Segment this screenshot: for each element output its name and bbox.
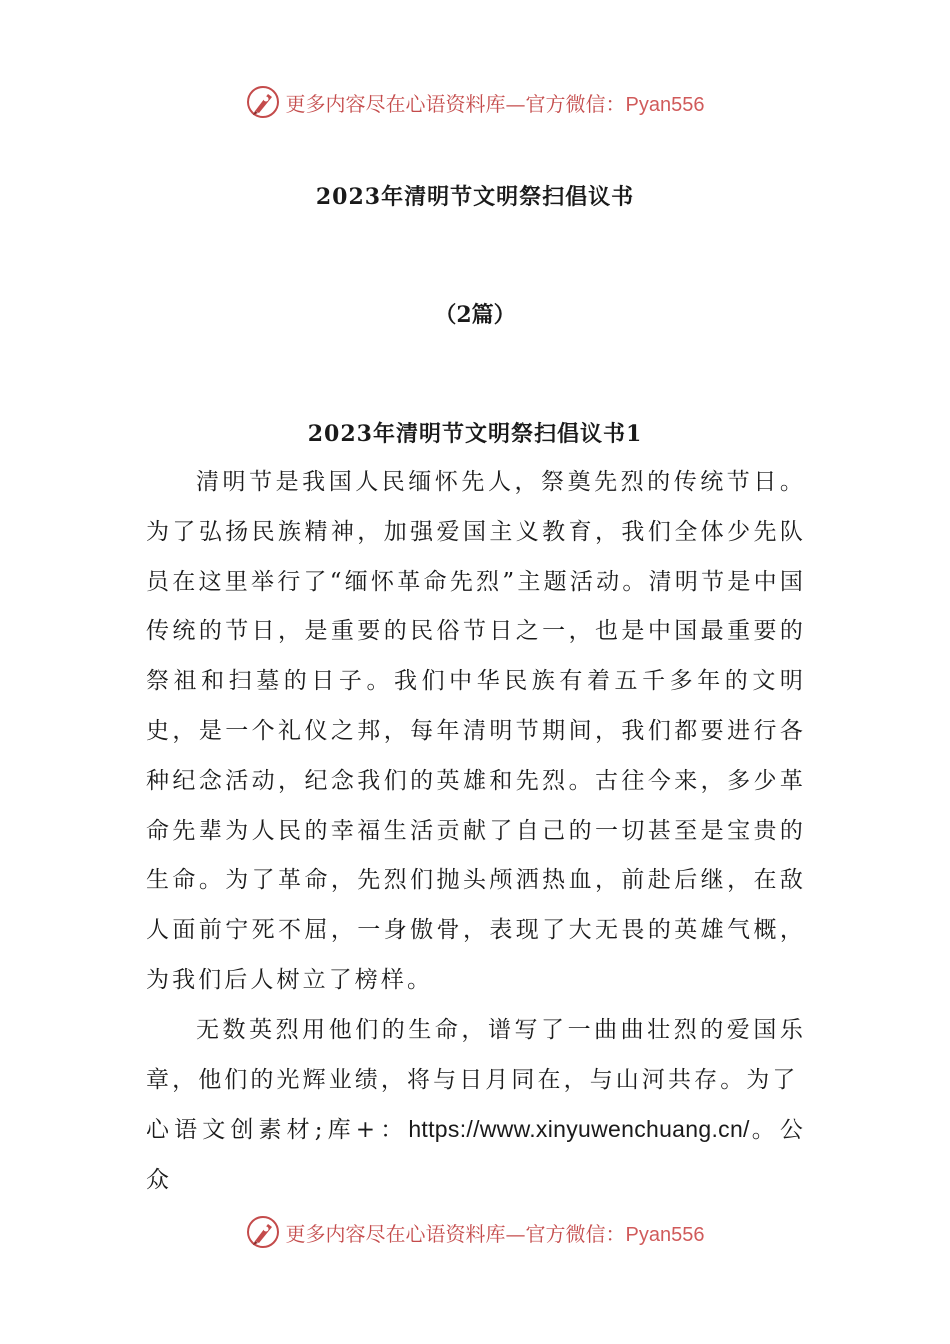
wechat-label: 官方微信：: [525, 1221, 626, 1246]
paragraph: [146, 1105, 806, 1206]
watermark-text: [286, 1218, 705, 1247]
watermark-label: 更多内容尽在心语资料库: [285, 91, 506, 116]
pen-logo-icon: [246, 85, 280, 119]
promo-link[interactable]: https://www.xinyuwenchuang.cn/: [408, 1116, 750, 1143]
document-subtitle: （2篇）: [434, 302, 516, 328]
footer-watermark: [0, 1210, 950, 1254]
promo-suffix: 。公众: [146, 1117, 806, 1194]
pen-logo-icon: [246, 1215, 280, 1249]
section-title: 2023年清明节文明祭扫倡议书1: [307, 421, 643, 447]
document-title: 2023年清明节文明祭扫倡议书: [315, 184, 635, 210]
paragraph: 清明节是我国人民缅怀先人，祭奠先烈的传统节日。为了弘扬民族精神，加强爱国主义教育，我们全体少先队员在这里举行了“缅怀革命先烈”主题活动。清明节是中国传统的节日，是重要的民俗节日之一，也是中国最重要的祭祖和扫墓的日子。我们中华民族有着五千多年的文明史，是一个礼仪之邦，每年清明节期间，我们都要进行各种纪念活动，纪念我们的英雄和先烈。古往今来，多少革命先辈为人民的幸福生活贡献了自己的一切甚至是宝贵的生命。为了革命，先烈们抛头颅洒热血，前赴后继，在敌人面前宁死不屈，一身傲骨，表现了大无畏的英雄气概，为我们后人树立了榜样。: [146, 469, 806, 993]
watermark-text: [286, 88, 705, 117]
watermark-label: 更多内容尽在心语资料库: [285, 1221, 506, 1246]
wechat-id: Pyan556: [625, 93, 705, 116]
promo-text: 心语文创素材;库+：: [146, 1117, 409, 1144]
header-watermark: [0, 80, 950, 124]
watermark-separator: —: [505, 91, 526, 116]
watermark-separator: —: [505, 1221, 526, 1246]
wechat-label: 官方微信：: [525, 91, 626, 116]
wechat-id: Pyan556: [625, 1223, 705, 1246]
document-body: [146, 458, 806, 1206]
paragraph: 无数英烈用他们的生命，谱写了一曲曲壮烈的爱国乐章，他们的光辉业绩，将与日月同在，与山河共存。为了: [146, 1016, 806, 1093]
